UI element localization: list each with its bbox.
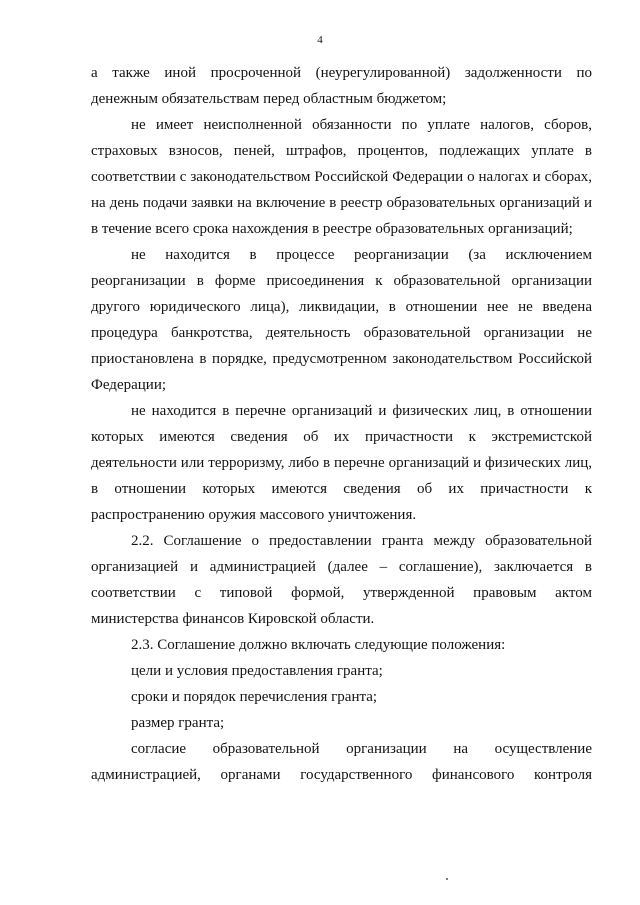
- paragraph-clause-2-3: 2.3. Соглашение должно включать следующие положения:: [131, 637, 506, 653]
- scan-speck: [446, 878, 448, 880]
- list-item-terms: сроки и порядок перечисления гранта;: [131, 689, 378, 705]
- list-item-consent: согласие образовательной организации на осуществление администрацией, органами государственного финансового контроля: [91, 741, 592, 783]
- page-number: 4: [317, 34, 323, 46]
- paragraph-debt-continuation: а также иной просроченной (неурегулированной) задолженности по денежным обязательствам перед областным бюджетом;: [91, 65, 592, 107]
- list-item-amount: размер гранта;: [131, 715, 225, 731]
- list-item-goals: цели и условия предоставления гранта;: [131, 663, 383, 679]
- document-body: [91, 60, 592, 788]
- paragraph-no-reorganization: не находится в процессе реорганизации (за исключением реорганизации в форме присоединения к образовательной организации другого юридического лица), ликвидации, в отношении нее не введена процедура банкротства, деятельность образовательной организации не приостановлена в порядке, предусмотренном законодательством Российской Федерации;: [91, 247, 592, 393]
- paragraph-not-in-extremist-list: не находится в перечне организаций и физических лиц, в отношении которых имеются сведения об их причастности к экстремистской деятельности или терроризму, либо в перечне организаций и физических лиц, в отношении которых имеются сведения об их причастности к распространению оружия массового уничтожения.: [91, 403, 592, 523]
- paragraph-no-tax-obligations: не имеет неисполненной обязанности по уплате налогов, сборов, страховых взносов, пеней, штрафов, процентов, подлежащих уплате в соответствии с законодательством Российской Федерации о налогах и сборах, на день подачи заявки на включение в реестр образовательных организаций и в течение всего срока нахождения в реестре образовательных организаций;: [91, 117, 592, 237]
- paragraph-clause-2-2: 2.2. Соглашение о предоставлении гранта между образовательной организацией и администрацией (далее – соглашение), заключается в соответствии с типовой формой, утвержденной правовым актом министерства финансов Кировской области.: [91, 533, 592, 627]
